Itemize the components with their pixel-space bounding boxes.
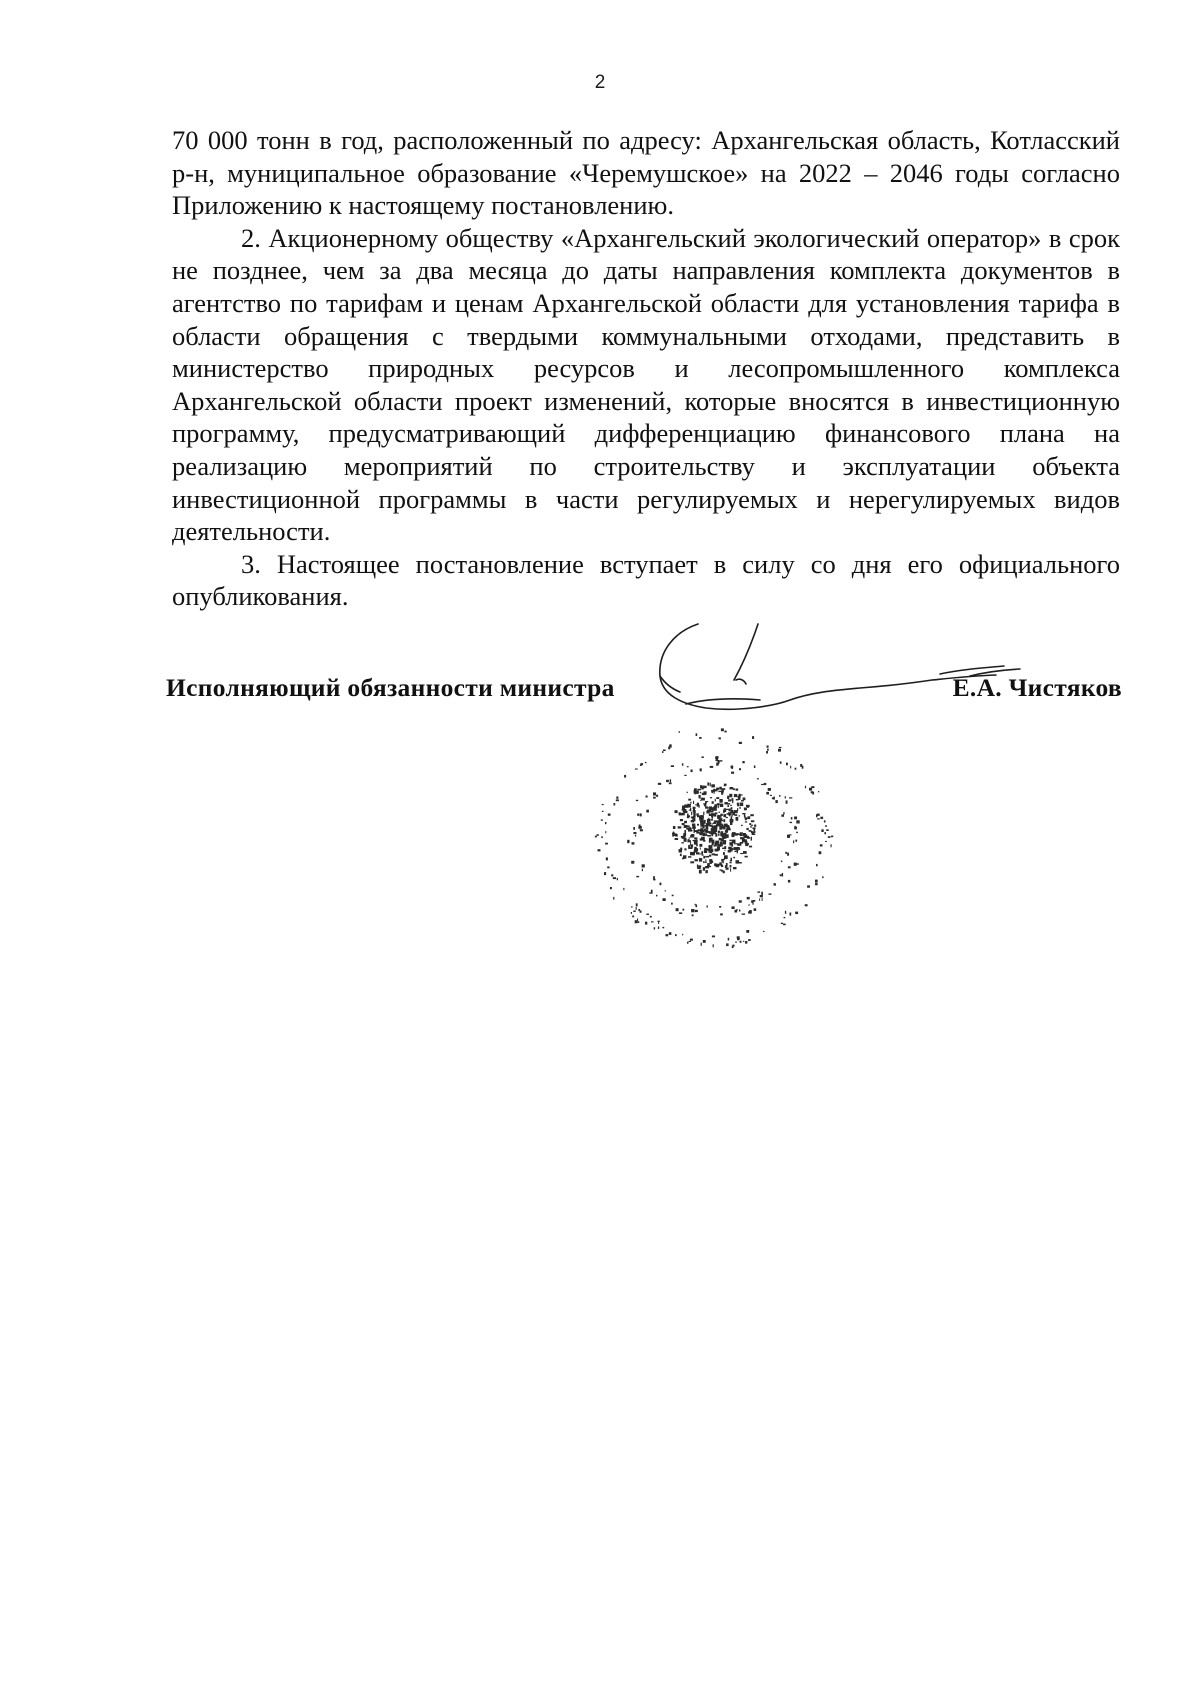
signer-name: Е.А. Чистяков (952, 673, 1122, 702)
handwritten-signature-icon (640, 618, 1040, 728)
paragraph-item-3: 3. Настоящее постановление вступает в силу со дня его официального опубликования. (172, 548, 1120, 612)
document-body (172, 124, 1120, 613)
paragraph-item-2: 2. Акционерному обществу «Архангельский экологический оператор» в срок не позднее, чем за два месяца до даты направления комплекта документов в агентство по тарифам и ценам Архангельской области для установления тарифа в области обращения с твердыми коммунальными отходами, представить в министерство природных ресурсов и лесопромышленного комплекса Архангельской области проект изменений, которые вносятся в инвестиционную программу, предусматривающий дифференциацию финансового плана на реализацию мероприятий по строительству и эксплуатации объекта инвестиционной программы в части регулируемых и нерегулируемых видов деятельности. (172, 222, 1120, 547)
official-seal-icon (578, 712, 848, 962)
page-number: 2 (594, 72, 606, 93)
paragraph-continuation: 70 000 тонн в год, расположенный по адресу: Архангельская область, Котласский р-н, муниципальное образование «Черемушское» на 2022 – 2046 годы согласно Приложению к настоящему постановлению. (172, 125, 1120, 221)
signer-position: Исполняющий обязанности министра (166, 673, 615, 702)
